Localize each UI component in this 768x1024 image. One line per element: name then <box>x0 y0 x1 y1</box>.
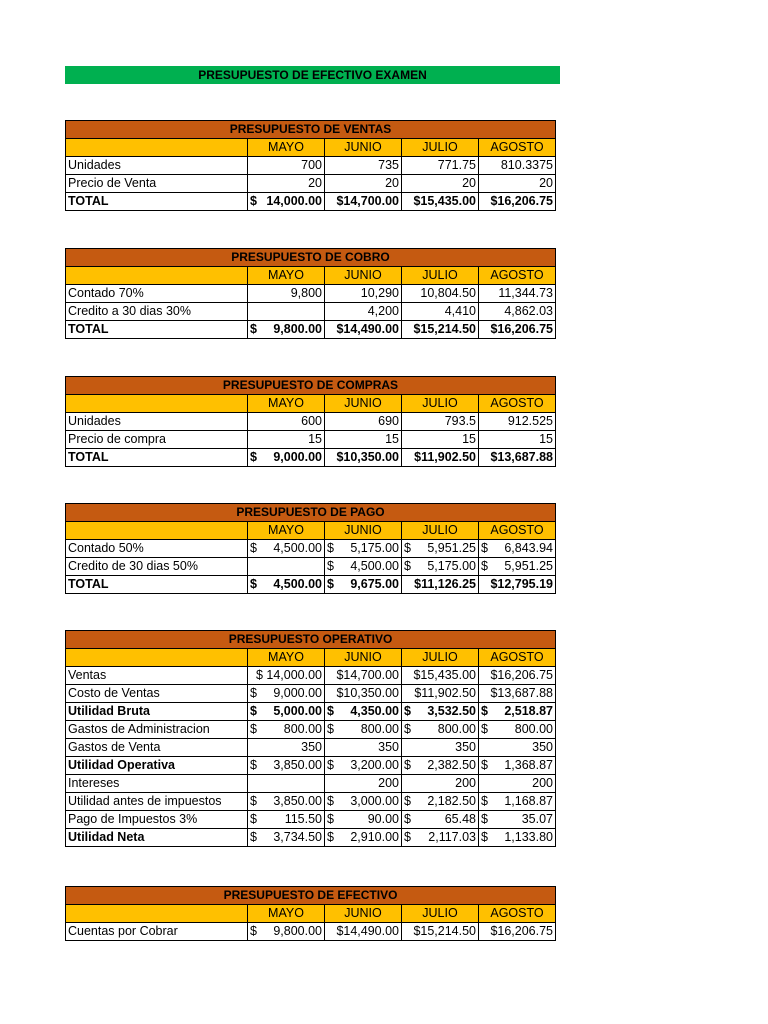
value-cell: $10,350.00 <box>325 449 402 467</box>
cell-value: 2,117.03 <box>428 830 476 844</box>
value-cell: 735 <box>325 157 402 175</box>
value-cell: 810.3375 <box>479 157 556 175</box>
value-cell <box>248 721 325 739</box>
value-cell: 350 <box>325 739 402 757</box>
table-row <box>66 431 556 449</box>
value-cell <box>248 449 325 467</box>
value-cell <box>402 793 479 811</box>
value-cell: $11,902.50 <box>402 449 479 467</box>
value-cell: 20 <box>325 175 402 193</box>
section-title: PRESUPUESTO DE VENTAS <box>66 121 556 139</box>
table-row <box>66 558 556 576</box>
month-header: AGOSTO <box>479 905 556 923</box>
value-cell: $15,435.00 <box>402 667 479 685</box>
currency-symbol: $ <box>327 559 334 573</box>
value-cell <box>479 757 556 775</box>
section-table-pago <box>65 503 556 594</box>
value-cell <box>479 793 556 811</box>
value-cell <box>479 721 556 739</box>
value-cell: 20 <box>479 175 556 193</box>
value-cell <box>248 703 325 721</box>
row-label: Contado 70% <box>66 285 248 303</box>
cell-value: 3,000.00 <box>350 794 399 808</box>
row-label: Unidades <box>66 413 248 431</box>
row-label: TOTAL <box>66 449 248 467</box>
value-cell <box>479 703 556 721</box>
value-cell: $10,350.00 <box>325 685 402 703</box>
cell-value: 5,175.00 <box>350 541 399 555</box>
section-title: PRESUPUESTO DE COMPRAS <box>66 377 556 395</box>
section-table-ventas <box>65 120 556 211</box>
cell-value: 90.00 <box>367 812 399 826</box>
value-cell <box>248 576 325 594</box>
section-title: PRESUPUESTO OPERATIVO <box>66 631 556 649</box>
value-cell: 10,804.50 <box>402 285 479 303</box>
table-row <box>66 739 556 757</box>
currency-symbol: $ <box>481 541 488 555</box>
currency-symbol: $ <box>327 794 334 808</box>
value-cell <box>248 321 325 339</box>
value-cell <box>402 811 479 829</box>
currency-symbol: $ <box>327 704 334 718</box>
value-cell <box>325 793 402 811</box>
cell-value: 6,843.94 <box>504 541 553 555</box>
section-title: PRESUPUESTO DE PAGO <box>66 504 556 522</box>
currency-symbol: $ <box>250 812 257 826</box>
table-row <box>66 703 556 721</box>
cell-value: 2,910.00 <box>350 830 399 844</box>
month-header: MAYO <box>248 522 325 540</box>
value-cell <box>248 558 325 576</box>
value-cell <box>402 829 479 847</box>
row-label: TOTAL <box>66 193 248 211</box>
table-row <box>66 193 556 211</box>
table-row <box>66 540 556 558</box>
value-cell <box>479 558 556 576</box>
section-title: PRESUPUESTO DE COBRO <box>66 249 556 267</box>
currency-symbol: $ <box>327 830 334 844</box>
main-title: PRESUPUESTO DE EFECTIVO EXAMEN <box>65 66 560 84</box>
currency-symbol: $ <box>250 322 257 336</box>
value-cell: $11,902.50 <box>402 685 479 703</box>
cell-value: 1,133.80 <box>504 830 553 844</box>
currency-symbol: $ <box>250 704 257 718</box>
value-cell: $14,700.00 <box>325 193 402 211</box>
row-label: Costo de Ventas <box>66 685 248 703</box>
table-row <box>66 157 556 175</box>
currency-symbol: $ <box>481 722 488 736</box>
month-header: JULIO <box>402 267 479 285</box>
cell-value: 800.00 <box>283 722 322 736</box>
value-cell: $14,700.00 <box>325 667 402 685</box>
row-label: Contado 50% <box>66 540 248 558</box>
cell-value: 9,800.00 <box>273 924 322 938</box>
value-cell <box>248 923 325 941</box>
row-label: Cuentas por Cobrar <box>66 923 248 941</box>
currency-symbol: $ <box>404 812 411 826</box>
currency-symbol: $ <box>250 450 257 464</box>
row-label: Ventas <box>66 667 248 685</box>
row-label: Intereses <box>66 775 248 793</box>
row-label: Utilidad Neta <box>66 829 248 847</box>
cell-value: 3,850.00 <box>273 758 322 772</box>
row-label: Credito de 30 dias 50% <box>66 558 248 576</box>
currency-symbol: $ <box>327 812 334 826</box>
value-cell: 600 <box>248 413 325 431</box>
month-header: JUNIO <box>325 395 402 413</box>
cell-value: 3,200.00 <box>350 758 399 772</box>
cell-value: 14,000.00 <box>266 194 322 208</box>
cell-value: 3,734.50 <box>273 830 322 844</box>
value-cell: $16,206.75 <box>479 667 556 685</box>
value-cell <box>248 303 325 321</box>
header-blank-cell <box>66 267 248 285</box>
currency-symbol: $ <box>481 559 488 573</box>
currency-symbol: $ <box>404 541 411 555</box>
row-label: Unidades <box>66 157 248 175</box>
value-cell: 912.525 <box>479 413 556 431</box>
value-cell <box>325 757 402 775</box>
value-cell <box>325 721 402 739</box>
table-row <box>66 413 556 431</box>
value-cell <box>325 829 402 847</box>
cell-value: 3,850.00 <box>273 794 322 808</box>
currency-symbol: $ <box>404 830 411 844</box>
value-cell: 350 <box>479 739 556 757</box>
cell-value: 4,500.00 <box>273 577 322 591</box>
value-cell <box>402 558 479 576</box>
cell-value: 4,350.00 <box>350 704 399 718</box>
value-cell: $15,214.50 <box>402 321 479 339</box>
value-cell: 771.75 <box>402 157 479 175</box>
header-blank-cell <box>66 395 248 413</box>
value-cell: $14,490.00 <box>325 923 402 941</box>
value-cell <box>402 540 479 558</box>
value-cell <box>479 811 556 829</box>
row-label: Gastos de Administracion <box>66 721 248 739</box>
value-cell: 4,410 <box>402 303 479 321</box>
value-cell: $11,126.25 <box>402 576 479 594</box>
value-cell: $13,687.88 <box>479 449 556 467</box>
month-header: AGOSTO <box>479 139 556 157</box>
value-cell: 793.5 <box>402 413 479 431</box>
value-cell <box>325 811 402 829</box>
section-table-compras <box>65 376 556 467</box>
table-row <box>66 811 556 829</box>
currency-symbol: $ <box>250 758 257 772</box>
currency-symbol: $ <box>327 541 334 555</box>
value-cell: 200 <box>402 775 479 793</box>
value-cell <box>325 558 402 576</box>
cell-value: 5,951.25 <box>504 559 553 573</box>
month-header: JUNIO <box>325 267 402 285</box>
month-header: JULIO <box>402 522 479 540</box>
section-table-efectivo <box>65 886 556 941</box>
month-header: JULIO <box>402 139 479 157</box>
row-label: Precio de compra <box>66 431 248 449</box>
cell-value: 800.00 <box>360 722 399 736</box>
value-cell: $16,206.75 <box>479 321 556 339</box>
cell-value: 9,675.00 <box>350 577 399 591</box>
cell-value: 5,000.00 <box>273 704 322 718</box>
cell-value: 2,518.87 <box>504 704 553 718</box>
header-blank-cell <box>66 905 248 923</box>
month-header: AGOSTO <box>479 522 556 540</box>
cell-value: 5,951.25 <box>427 541 476 555</box>
currency-symbol: $ <box>481 704 488 718</box>
cell-value: 65.48 <box>444 812 476 826</box>
currency-symbol: $ <box>250 686 257 700</box>
value-cell: 20 <box>248 175 325 193</box>
value-cell: 10,290 <box>325 285 402 303</box>
value-cell: 350 <box>248 739 325 757</box>
table-row <box>66 721 556 739</box>
cell-value: 9,000.00 <box>273 686 322 700</box>
currency-symbol: $ <box>404 559 411 573</box>
currency-symbol: $ <box>404 704 411 718</box>
table-row <box>66 303 556 321</box>
value-cell <box>248 811 325 829</box>
value-cell <box>248 540 325 558</box>
row-label: Credito a 30 dias 30% <box>66 303 248 321</box>
cell-value: 9,800.00 <box>273 322 322 336</box>
row-label: TOTAL <box>66 321 248 339</box>
value-cell: 4,862.03 <box>479 303 556 321</box>
value-cell: $15,435.00 <box>402 193 479 211</box>
cell-value: 800.00 <box>437 722 476 736</box>
currency-symbol: $ <box>481 812 488 826</box>
table-row <box>66 685 556 703</box>
table-row <box>66 775 556 793</box>
value-cell <box>402 721 479 739</box>
cell-value: 2,382.50 <box>427 758 476 772</box>
table-row <box>66 449 556 467</box>
cell-value: 4,500.00 <box>350 559 399 573</box>
cell-value: 1,368.87 <box>504 758 553 772</box>
table-row <box>66 576 556 594</box>
month-header: JULIO <box>402 395 479 413</box>
section-table-operativo <box>65 630 556 847</box>
value-cell <box>325 576 402 594</box>
currency-symbol: $ <box>250 577 257 591</box>
row-label: Utilidad Operativa <box>66 757 248 775</box>
month-header: JUNIO <box>325 522 402 540</box>
value-cell: $14,490.00 <box>325 321 402 339</box>
month-header: JULIO <box>402 649 479 667</box>
month-header: AGOSTO <box>479 395 556 413</box>
value-cell <box>248 193 325 211</box>
value-cell <box>479 540 556 558</box>
row-label: Utilidad antes de impuestos <box>66 793 248 811</box>
cell-value: 4,500.00 <box>273 541 322 555</box>
currency-symbol: $ <box>481 794 488 808</box>
value-cell <box>248 775 325 793</box>
month-header: MAYO <box>248 905 325 923</box>
value-cell: 15 <box>325 431 402 449</box>
table-row <box>66 285 556 303</box>
header-blank-cell <box>66 522 248 540</box>
cell-value: 3,532.50 <box>427 704 476 718</box>
currency-symbol: $ <box>481 830 488 844</box>
month-header: MAYO <box>248 267 325 285</box>
section-table-cobro <box>65 248 556 339</box>
table-row <box>66 793 556 811</box>
value-cell: 200 <box>479 775 556 793</box>
value-cell: $12,795.19 <box>479 576 556 594</box>
value-cell <box>479 829 556 847</box>
month-header: MAYO <box>248 139 325 157</box>
cell-value: 115.50 <box>284 812 322 826</box>
currency-symbol: $ <box>327 758 334 772</box>
value-cell <box>248 757 325 775</box>
value-cell <box>402 703 479 721</box>
value-cell <box>248 793 325 811</box>
currency-symbol: $ <box>327 577 334 591</box>
currency-symbol: $ <box>404 758 411 772</box>
currency-symbol: $ <box>404 722 411 736</box>
table-row <box>66 757 556 775</box>
cell-value: 800.00 <box>514 722 553 736</box>
header-blank-cell <box>66 139 248 157</box>
month-header: AGOSTO <box>479 267 556 285</box>
value-cell: $13,687.88 <box>479 685 556 703</box>
month-header: MAYO <box>248 649 325 667</box>
currency-symbol: $ <box>250 794 257 808</box>
row-label: TOTAL <box>66 576 248 594</box>
month-header: JUNIO <box>325 905 402 923</box>
currency-symbol: $ <box>481 758 488 772</box>
currency-symbol: $ <box>250 722 257 736</box>
row-label: Pago de Impuestos 3% <box>66 811 248 829</box>
value-cell <box>248 685 325 703</box>
header-blank-cell <box>66 649 248 667</box>
value-cell: $ 14,000.00 <box>248 667 325 685</box>
month-header: JUNIO <box>325 139 402 157</box>
month-header: JUNIO <box>325 649 402 667</box>
currency-symbol: $ <box>250 194 257 208</box>
cell-value: 2,182.50 <box>427 794 476 808</box>
currency-symbol: $ <box>250 830 257 844</box>
value-cell: 4,200 <box>325 303 402 321</box>
cell-value: 5,175.00 <box>427 559 476 573</box>
cell-value: 9,000.00 <box>273 450 322 464</box>
currency-symbol: $ <box>404 794 411 808</box>
value-cell <box>248 829 325 847</box>
value-cell: $15,214.50 <box>402 923 479 941</box>
table-row <box>66 667 556 685</box>
currency-symbol: $ <box>250 541 257 555</box>
cell-value: 1,168.87 <box>504 794 553 808</box>
month-header: AGOSTO <box>479 649 556 667</box>
value-cell: 200 <box>325 775 402 793</box>
value-cell <box>325 703 402 721</box>
row-label: Gastos de Venta <box>66 739 248 757</box>
currency-symbol: $ <box>327 722 334 736</box>
value-cell: 350 <box>402 739 479 757</box>
value-cell <box>402 757 479 775</box>
month-header: JULIO <box>402 905 479 923</box>
value-cell: $16,206.75 <box>479 923 556 941</box>
currency-symbol: $ <box>250 924 257 938</box>
table-row <box>66 321 556 339</box>
section-title: PRESUPUESTO DE EFECTIVO <box>66 887 556 905</box>
table-row <box>66 175 556 193</box>
value-cell: 690 <box>325 413 402 431</box>
value-cell: 20 <box>402 175 479 193</box>
value-cell: 15 <box>402 431 479 449</box>
value-cell <box>325 540 402 558</box>
value-cell: $16,206.75 <box>479 193 556 211</box>
value-cell: 9,800 <box>248 285 325 303</box>
value-cell: 700 <box>248 157 325 175</box>
row-label: Utilidad Bruta <box>66 703 248 721</box>
cell-value: 35.07 <box>521 812 553 826</box>
value-cell: 15 <box>479 431 556 449</box>
value-cell: 11,344.73 <box>479 285 556 303</box>
table-row <box>66 923 556 941</box>
table-row <box>66 829 556 847</box>
month-header: MAYO <box>248 395 325 413</box>
row-label: Precio de Venta <box>66 175 248 193</box>
value-cell: 15 <box>248 431 325 449</box>
